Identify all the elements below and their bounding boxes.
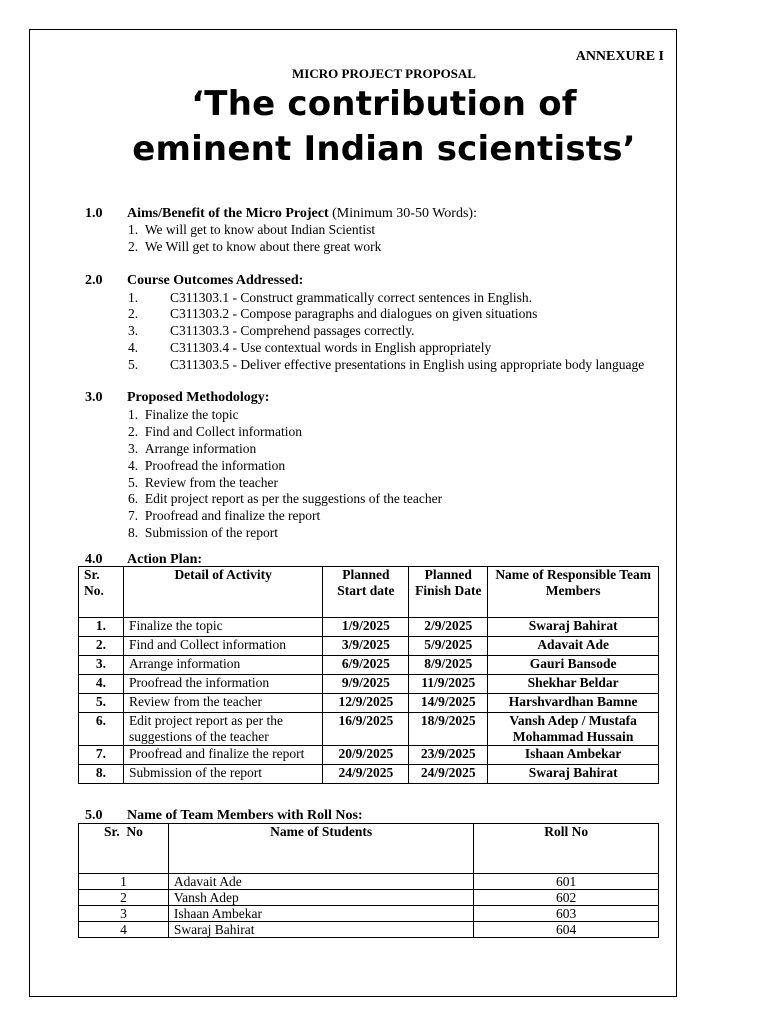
list-item-text: Find and Collect information xyxy=(144,424,302,439)
cell-finish: 23/9/2025 xyxy=(409,746,488,765)
cell-student-name: Swaraj Bahirat xyxy=(168,922,473,938)
table-row xyxy=(79,713,659,746)
section-4-title: Action Plan: xyxy=(127,552,203,567)
list-item-text: We will get to know about Indian Scientist xyxy=(144,222,376,237)
title-line-1: ‘The contribution of xyxy=(191,84,577,124)
cell-roll-no: 601 xyxy=(474,874,659,890)
list-item-text: Edit project report as per the suggestions of the teacher xyxy=(144,491,443,506)
list-item: C311303.1 - Construct grammatically correct sentences in English. xyxy=(170,290,533,305)
list-item-text: We Will get to know about there great work xyxy=(144,239,382,254)
cell-activity: Review from the teacher xyxy=(123,694,322,713)
list-item-text: Submission of the report xyxy=(144,525,278,540)
cell-sr: 2 xyxy=(79,890,169,906)
list-item-text: Proofread the information xyxy=(144,458,286,473)
list-number: 3. xyxy=(128,323,139,338)
section-2-number: 2.0 xyxy=(85,273,103,288)
section-1-title: Aims/Benefit of the Micro Project xyxy=(127,206,329,221)
section-5-title: Name of Team Members with Roll Nos: xyxy=(127,808,363,823)
list-item-text: Arrange information xyxy=(144,441,257,456)
header-start-date: Planned Start date xyxy=(323,567,409,618)
table-row xyxy=(79,890,659,906)
table-row xyxy=(79,906,659,922)
section-5-number: 5.0 xyxy=(85,808,103,823)
header-finish-date: Planned Finish Date xyxy=(409,567,488,618)
list-item: 1. Finalize the topic xyxy=(128,407,239,422)
cell-sr: 8. xyxy=(79,765,124,784)
cell-start: 6/9/2025 xyxy=(323,656,409,675)
list-item: 5. Review from the teacher xyxy=(128,475,278,490)
list-number: 2. xyxy=(128,306,139,321)
list-item: C311303.3 - Comprehend passages correctly. xyxy=(170,323,415,338)
cell-start: 20/9/2025 xyxy=(323,746,409,765)
action-plan-table xyxy=(78,566,659,784)
section-3-title: Proposed Methodology: xyxy=(127,390,270,405)
cell-start: 9/9/2025 xyxy=(323,675,409,694)
section-1-number: 1.0 xyxy=(85,206,103,221)
list-item-text: Review from the teacher xyxy=(144,475,278,490)
section-2-title: Course Outcomes Addressed: xyxy=(127,273,304,288)
cell-finish: 24/9/2025 xyxy=(409,765,488,784)
header-roll-no: Roll No xyxy=(474,824,659,874)
cell-activity: Find and Collect information xyxy=(123,637,322,656)
cell-activity: Proofread and finalize the report xyxy=(123,746,322,765)
cell-member: Vansh Adep / Mustafa Mohammad Hussain xyxy=(488,713,659,746)
cell-roll-no: 602 xyxy=(474,890,659,906)
cell-activity: Edit project report as per the suggestions of the teacher xyxy=(123,713,322,746)
list-item: 2. We Will get to know about there great work xyxy=(128,239,382,254)
list-item: 8. Submission of the report xyxy=(128,525,278,540)
cell-activity: Submission of the report xyxy=(123,765,322,784)
cell-activity: Arrange information xyxy=(123,656,322,675)
team-members-table xyxy=(78,823,659,938)
cell-student-name: Adavait Ade xyxy=(168,874,473,890)
cell-activity: Finalize the topic xyxy=(123,618,322,637)
cell-sr: 7. xyxy=(79,746,124,765)
cell-sr: 6. xyxy=(79,713,124,746)
list-item: C311303.5 - Deliver effective presentations in English using appropriate body language xyxy=(170,357,645,372)
cell-start: 3/9/2025 xyxy=(323,637,409,656)
section-1-note: (Minimum 30-50 Words): xyxy=(328,206,477,221)
cell-finish: 18/9/2025 xyxy=(409,713,488,746)
cell-roll-no: 604 xyxy=(474,922,659,938)
cell-finish: 5/9/2025 xyxy=(409,637,488,656)
list-item: 4. Proofread the information xyxy=(128,458,286,473)
cell-finish: 14/9/2025 xyxy=(409,694,488,713)
list-item-text: Finalize the topic xyxy=(144,407,239,422)
list-item: 3. Arrange information xyxy=(128,441,257,456)
cell-sr: 5. xyxy=(79,694,124,713)
cell-start: 24/9/2025 xyxy=(323,765,409,784)
cell-sr: 3. xyxy=(79,656,124,675)
cell-member: Adavait Ade xyxy=(488,637,659,656)
cell-start: 16/9/2025 xyxy=(323,713,409,746)
header-student-name: Name of Students xyxy=(168,824,473,874)
title-line-2: eminent Indian scientists’ xyxy=(132,129,636,169)
cell-sr: 1. xyxy=(79,618,124,637)
table-row xyxy=(79,874,659,890)
section-3-number: 3.0 xyxy=(85,390,103,405)
table-row xyxy=(79,922,659,938)
list-item: 1. We will get to know about Indian Scientist xyxy=(128,222,376,237)
header-sr-no: Sr. No. xyxy=(79,567,124,618)
cell-finish: 2/9/2025 xyxy=(409,618,488,637)
header-activity: Detail of Activity xyxy=(123,567,322,618)
cell-sr: 4 xyxy=(79,922,169,938)
header-sr-no: Sr. No xyxy=(79,824,169,874)
section-1-heading xyxy=(127,206,477,222)
cell-start: 1/9/2025 xyxy=(323,618,409,637)
cell-roll-no: 603 xyxy=(474,906,659,922)
cell-member: Shekhar Beldar xyxy=(488,675,659,694)
cell-sr: 3 xyxy=(79,906,169,922)
cell-student-name: Vansh Adep xyxy=(168,890,473,906)
cell-member: Swaraj Bahirat xyxy=(488,765,659,784)
table-header-row xyxy=(79,824,659,874)
cell-sr: 2. xyxy=(79,637,124,656)
cell-sr: 1 xyxy=(79,874,169,890)
list-item: C311303.2 - Compose paragraphs and dialogues on given situations xyxy=(170,306,538,321)
annexure-label: ANNEXURE I xyxy=(575,49,664,64)
cell-finish: 8/9/2025 xyxy=(409,656,488,675)
list-item: C311303.4 - Use contextual words in English appropriately xyxy=(170,340,492,355)
cell-sr: 4. xyxy=(79,675,124,694)
table-row xyxy=(79,694,659,713)
cell-member: Ishaan Ambekar xyxy=(488,746,659,765)
cell-member: Swaraj Bahirat xyxy=(488,618,659,637)
table-row xyxy=(79,637,659,656)
proposal-heading: MICRO PROJECT PROPOSAL xyxy=(292,66,476,81)
table-row xyxy=(79,746,659,765)
list-number: 1. xyxy=(128,290,139,305)
cell-member: Gauri Bansode xyxy=(488,656,659,675)
header-team-members: Name of Responsible Team Members xyxy=(488,567,659,618)
cell-member: Harshvardhan Bamne xyxy=(488,694,659,713)
cell-finish: 11/9/2025 xyxy=(409,675,488,694)
list-number: 5. xyxy=(128,357,139,372)
table-row xyxy=(79,618,659,637)
list-number: 4. xyxy=(128,340,139,355)
list-item: 6. Edit project report as per the suggestions of the teacher xyxy=(128,491,443,506)
table-header-row xyxy=(79,567,659,618)
table-row xyxy=(79,675,659,694)
list-item-text: Proofread and finalize the report xyxy=(144,508,321,523)
list-item: 7. Proofread and finalize the report xyxy=(128,508,321,523)
list-item: 2. Find and Collect information xyxy=(128,424,302,439)
cell-student-name: Ishaan Ambekar xyxy=(168,906,473,922)
table-row xyxy=(79,765,659,784)
cell-activity: Proofread the information xyxy=(123,675,322,694)
table-row xyxy=(79,656,659,675)
cell-start: 12/9/2025 xyxy=(323,694,409,713)
section-4-number: 4.0 xyxy=(85,552,103,567)
